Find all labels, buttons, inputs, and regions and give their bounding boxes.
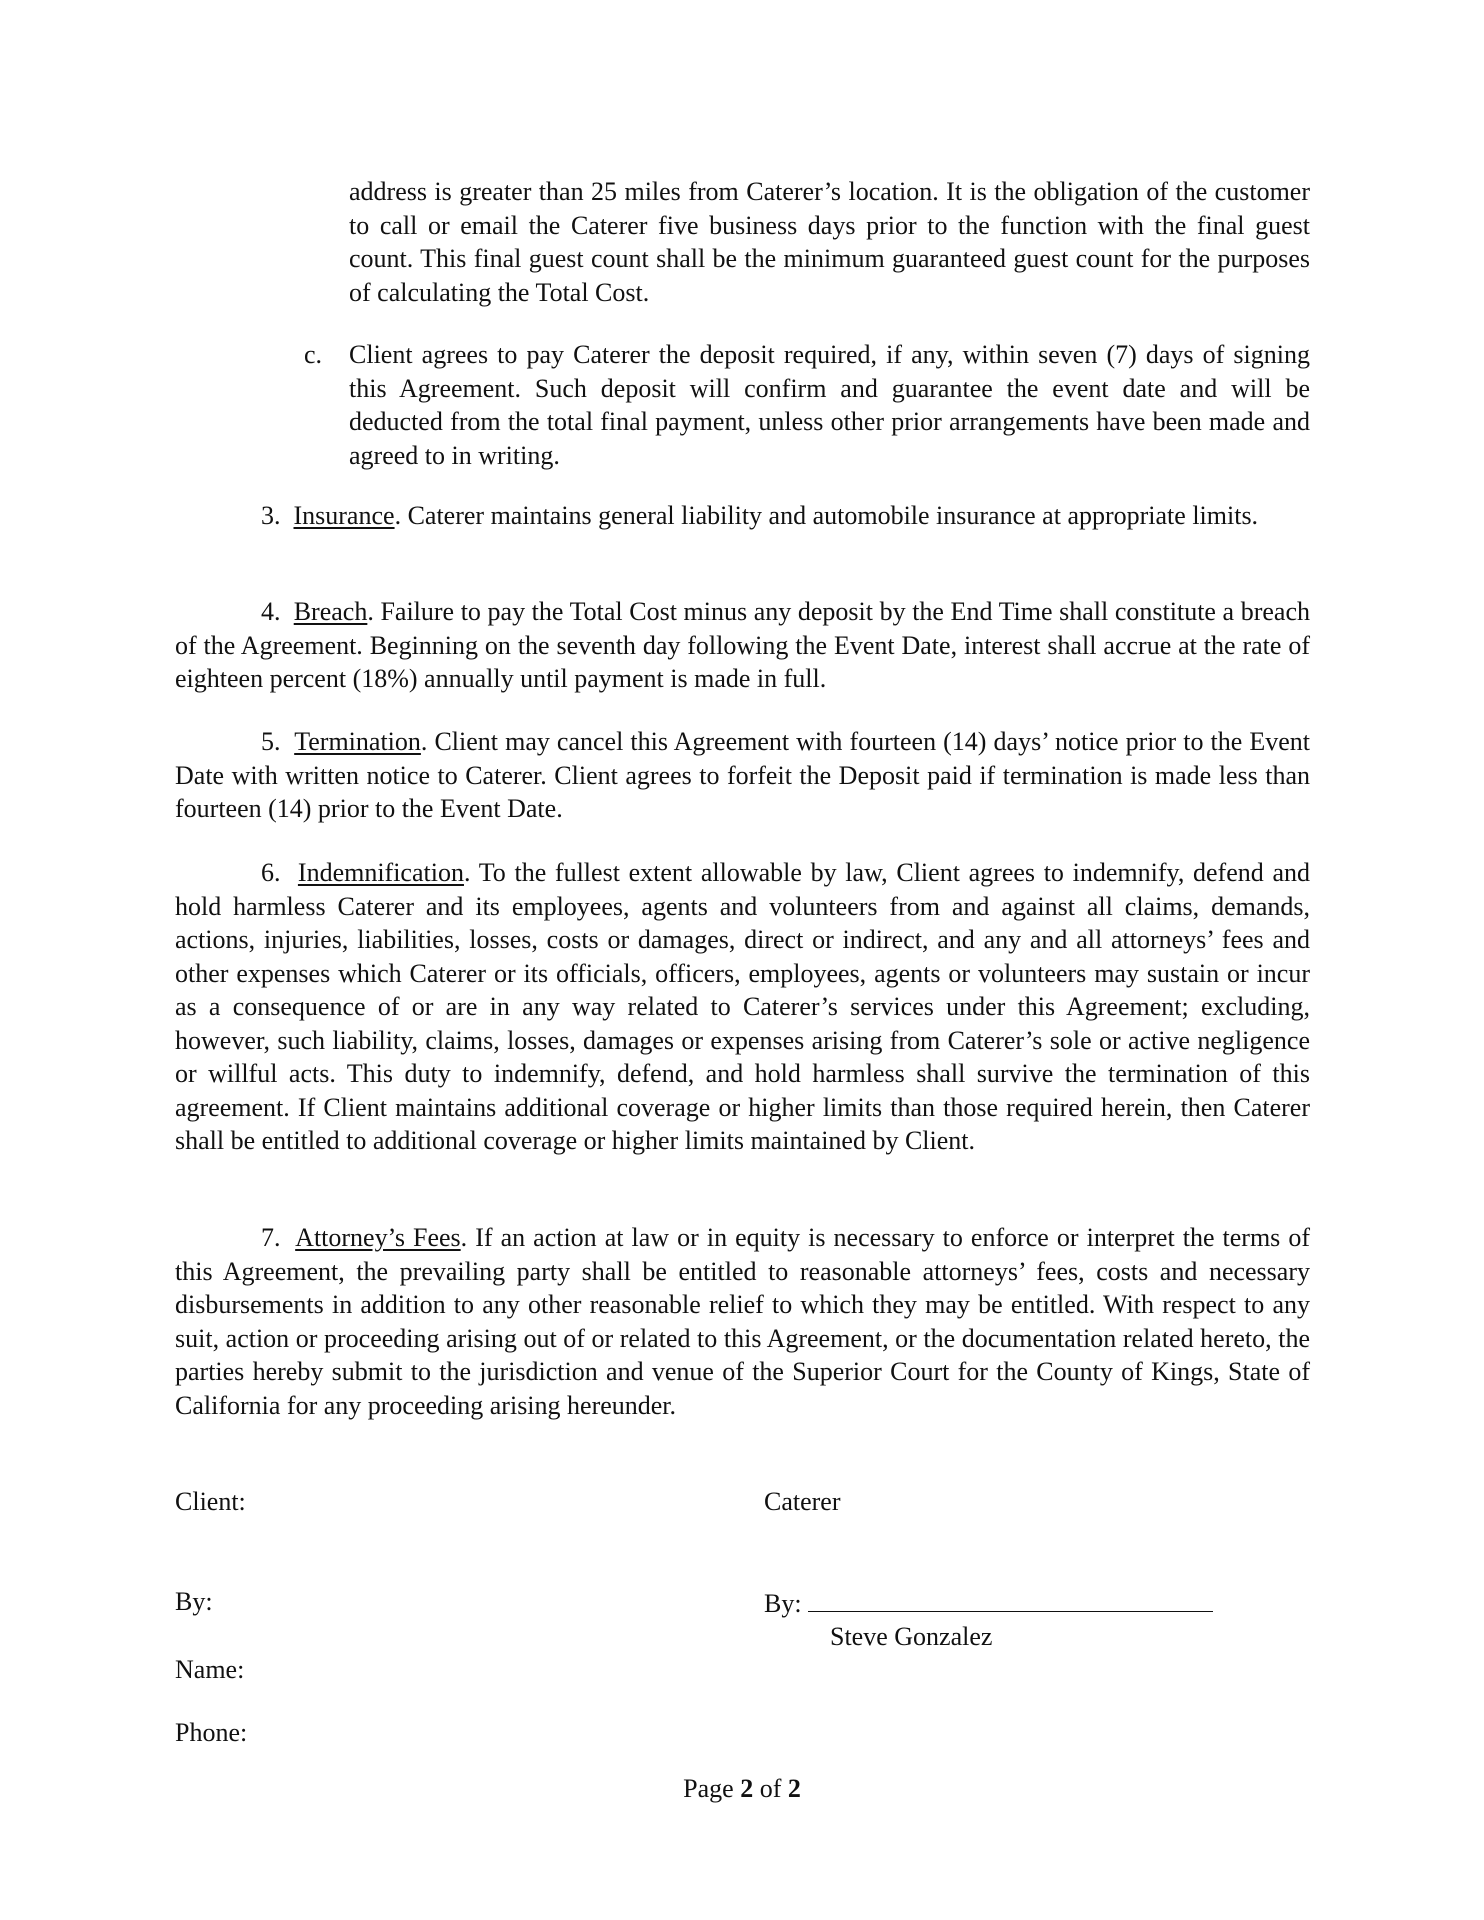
page-of: of	[759, 1774, 782, 1803]
caterer-label: Caterer	[764, 1487, 841, 1516]
section-heading: Breach	[293, 597, 368, 626]
section-heading: Termination	[294, 727, 421, 756]
section-breach	[175, 595, 1310, 696]
section-heading: Insurance	[293, 501, 395, 530]
section-body: . Failure to pay the Total Cost minus any deposit by the End Time shall constitute a breach of the Agreement. Beginning on the seventh day following the Event Date, interest shall accrue at the rate of eighteen percent (18%) annually until payment is made in full.	[175, 597, 1310, 693]
section-body: . Client may cancel this Agreement with fourteen (14) days’ notice prior to the Event Date with written notice to Caterer. Client agrees to forfeit the Deposit paid if termination is made less than fourteen (14) prior to the Event Date.	[175, 727, 1310, 823]
section-number: 3.	[261, 501, 281, 530]
section-heading: Indemnification	[297, 858, 464, 887]
page-total: 2	[787, 1774, 801, 1803]
section-body: . Caterer maintains general liability and automobile insurance at appropriate limits.	[394, 501, 1259, 530]
section-number: 7.	[261, 1223, 281, 1252]
section-number: 5.	[261, 727, 281, 756]
item-c-marker: c.	[304, 340, 323, 369]
caterer-by-label: By:	[764, 1589, 802, 1618]
section-number: 6.	[261, 858, 281, 887]
section-insurance	[175, 499, 1310, 533]
caterer-signer-name: Steve Gonzalez	[830, 1622, 993, 1651]
section-number: 4.	[261, 597, 281, 626]
client-name-label: Name:	[175, 1655, 245, 1684]
item-b-continuation: address is greater than 25 miles from Caterer’s location. It is the obligation of the customer to call or email the Caterer five business days prior to the function with the final guest count. This final guest count shall be the minimum guaranteed guest count for the purposes of calculating the Total Cost.	[349, 177, 1310, 307]
item-c-text: Client agrees to pay Caterer the deposit required, if any, within seven (7) days of signing this Agreement. Such deposit will confirm and guarantee the event date and will be deducted from the total final payment, unless other prior arrangements have been made and agreed to in writing.	[349, 340, 1310, 470]
page-current: 2	[740, 1774, 754, 1803]
section-body: . To the fullest extent allowable by law, Client agrees to indemnify, defend and hold harmless Caterer and its employees, agents and volunteers from and against all claims, demands, actions, injuries, liabilities, losses, costs or damages, direct or indirect, and any and all attorneys’ fees and other expenses which Caterer or its officials, officers, employees, agents or volunteers may sustain or incur as a consequence of or are in any way related to Caterer’s services under this Agreement; excluding, however, such liability, claims, losses, damages or expenses arising from Caterer’s sole or active negligence or willful acts. This duty to indemnify, defend, and hold harmless shall survive the termination of this agreement. If Client maintains additional coverage or higher limits than those required herein, then Caterer shall be entitled to additional coverage or higher limits maintained by Client.	[175, 858, 1310, 1155]
section-attorneys-fees	[175, 1221, 1310, 1422]
client-label: Client:	[175, 1487, 246, 1516]
section-heading: Attorney’s Fees	[295, 1223, 461, 1252]
signature-underline	[808, 1585, 1213, 1612]
caterer-signature-line	[764, 1585, 1213, 1621]
page-number	[0, 1772, 1484, 1806]
client-phone-label: Phone:	[175, 1718, 248, 1747]
section-indemnification	[175, 856, 1310, 1158]
page-prefix: Page	[683, 1774, 734, 1803]
client-by-label: By:	[175, 1587, 213, 1616]
section-termination	[175, 725, 1310, 826]
section-body: . If an action at law or in equity is necessary to enforce or interpret the terms of this Agreement, the prevailing party shall be entitled to reasonable attorneys’ fees, costs and necessary disbursements in addition to any other reasonable relief to which they may be entitled. With respect to any suit, action or proceeding arising out of or related to this Agreement, or the documentation related hereto, the parties hereby submit to the jurisdiction and venue of the Superior Court for the County of Kings, State of California for any proceeding arising hereunder.	[175, 1223, 1311, 1420]
